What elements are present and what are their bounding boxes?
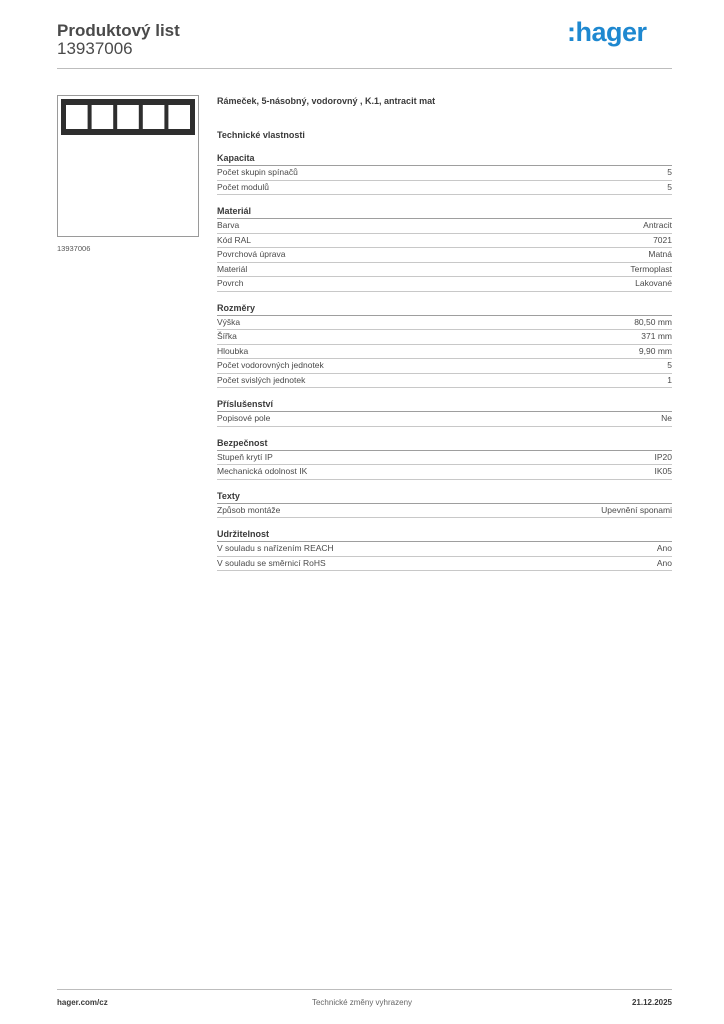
spec-value: 1 (667, 374, 672, 385)
frame-module-opening (117, 105, 139, 129)
spec-value: Ne (661, 413, 672, 423)
section-title: Příslušenství (217, 398, 672, 412)
spec-label: V souladu s nařízením REACH (217, 543, 334, 553)
spec-section (217, 152, 672, 195)
spec-section (217, 490, 672, 519)
section-title: Udržitelnost (217, 528, 672, 542)
section-title: Rozměry (217, 302, 672, 316)
spec-value: Ano (656, 543, 672, 553)
spec-value: Ano (656, 557, 672, 568)
product-image (57, 95, 199, 237)
spec-value: Antracit (643, 220, 672, 230)
footer-date: 21.12.2025 (631, 998, 672, 1007)
spec-value: Termoplast (630, 263, 672, 274)
spec-value: 371 mm (641, 331, 672, 341)
spec-label: Mechanická odolnost IK (217, 466, 308, 476)
spec-label: Výška (217, 316, 241, 327)
section-title: Materiál (217, 205, 672, 219)
spec-row (217, 345, 672, 360)
frame-module-opening (143, 105, 165, 129)
image-caption: 13937006 (57, 244, 91, 253)
spec-label: Způsob montáže (217, 504, 281, 515)
header-title: Produktový list (57, 21, 180, 40)
spec-label: V souladu se směrnicí RoHS (217, 557, 326, 568)
spec-value: Lakované (635, 278, 672, 288)
spec-value: 80,50 mm (634, 316, 672, 327)
spec-sections (217, 152, 672, 571)
spec-label: Počet modulů (217, 181, 269, 192)
spec-label: Povrchová úprava (217, 249, 286, 259)
spec-row (217, 234, 672, 249)
spec-section (217, 302, 672, 389)
spec-label: Povrch (217, 278, 244, 288)
footer-website: hager.com/cz (57, 998, 108, 1007)
spec-section (217, 205, 672, 292)
spec-value: Matná (648, 249, 672, 259)
spec-row (217, 359, 672, 374)
footer-divider (57, 989, 672, 990)
spec-row (217, 451, 672, 466)
tech-heading: Technické vlastnosti (217, 130, 305, 140)
spec-value: 5 (667, 360, 672, 370)
spec-section (217, 437, 672, 480)
section-title: Bezpečnost (217, 437, 672, 451)
spec-row (217, 263, 672, 278)
spec-value: Upevnění sponami (601, 504, 672, 515)
spec-row (217, 542, 672, 557)
spec-value: 5 (667, 167, 672, 177)
spec-label: Materiál (217, 263, 248, 274)
spec-row (217, 330, 672, 345)
spec-row (217, 166, 672, 181)
spec-row (217, 557, 672, 572)
spec-value: IP20 (654, 451, 672, 462)
spec-row (217, 181, 672, 196)
spec-label: Počet svislých jednotek (217, 374, 306, 385)
spec-label: Kód RAL (217, 234, 252, 245)
spec-row (217, 316, 672, 331)
spec-row (217, 248, 672, 263)
spec-row (217, 374, 672, 389)
frame-module-opening (92, 105, 114, 129)
spec-value: 9,90 mm (638, 345, 672, 356)
spec-row (217, 412, 672, 427)
spec-label: Počet vodorovných jednotek (217, 360, 324, 370)
footer-note: Technické změny vyhrazeny (311, 998, 413, 1007)
frame-module-opening (66, 105, 88, 129)
spec-label: Hloubka (217, 345, 249, 356)
spec-label: Barva (217, 220, 240, 230)
spec-value: 7021 (653, 234, 672, 245)
product-description: Rámeček, 5-násobný, vodorovný , K.1, antracit mat (217, 96, 436, 106)
spec-label: Stupeň krytí IP (217, 451, 273, 462)
hager-logo: :hager (567, 17, 647, 47)
spec-row (217, 465, 672, 480)
spec-section (217, 528, 672, 571)
spec-label: Popisové pole (217, 413, 271, 423)
section-title: Kapacita (217, 152, 672, 166)
spec-label: Šířka (217, 331, 237, 341)
header-product-code: 13937006 (57, 39, 133, 58)
spec-value: IK05 (654, 466, 672, 476)
spec-row (217, 504, 672, 519)
section-title: Texty (217, 490, 672, 504)
spec-label: Počet skupin spínačů (217, 167, 298, 177)
frame-module-opening (168, 105, 190, 129)
spec-value: 5 (667, 181, 672, 192)
frame-image (61, 99, 195, 135)
spec-row (217, 219, 672, 234)
header-divider (57, 68, 672, 69)
content (217, 94, 672, 571)
spec-section (217, 398, 672, 427)
spec-row (217, 277, 672, 292)
